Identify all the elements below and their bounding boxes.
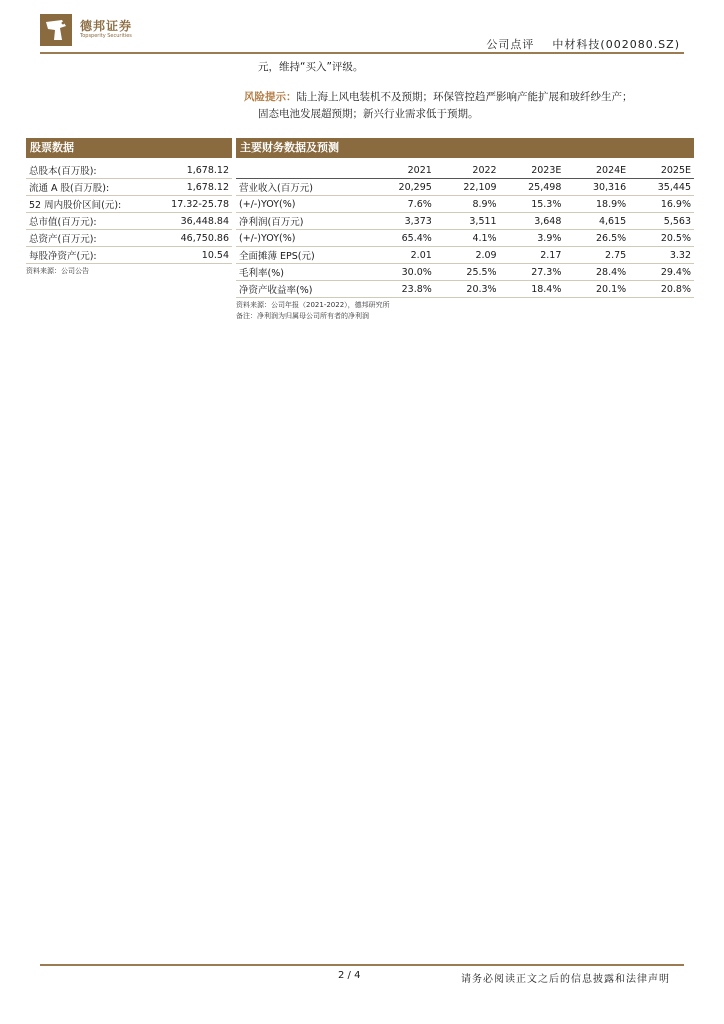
fin-cell: 27.3%: [500, 264, 565, 281]
fin-cell: 3.32: [629, 247, 694, 264]
stock-row-label: 总市值(百万元):: [26, 213, 151, 230]
fin-cell: 20.8%: [629, 281, 694, 298]
risk-line-2: 固态电池发展超预期；新兴行业需求低于预期。: [258, 108, 479, 120]
brand-name-cn: 德邦证券: [80, 19, 133, 33]
stock-panel-title: 股票数据: [26, 138, 232, 158]
fin-cell: 22,109: [435, 179, 500, 196]
stock-row: [26, 213, 232, 230]
fin-cell: 8.9%: [435, 196, 500, 213]
fin-row-label: 净资产收益率(%): [236, 281, 370, 298]
stock-row-label: 每股净资产(元):: [26, 247, 151, 264]
fin-row-label: 营业收入(百万元): [236, 179, 370, 196]
fin-row-label: (+/-)YOY(%): [236, 230, 370, 247]
stock-row-value: 10.54: [151, 247, 232, 264]
fin-cell: 25.5%: [435, 264, 500, 281]
fin-cell: 7.6%: [370, 196, 435, 213]
fin-cell: 23.8%: [370, 281, 435, 298]
fin-cell: 18.4%: [500, 281, 565, 298]
risk-text-1: 陆上海上风电装机不及预期；环保管控趋严影响产能扩展和玻纤纱生产；: [296, 91, 633, 103]
fin-column-header: [236, 162, 370, 179]
fin-row: [236, 230, 694, 247]
financial-panel: [236, 138, 694, 322]
doc-type: 公司点评: [486, 38, 535, 51]
fin-cell: 30,316: [564, 179, 629, 196]
ticker: (002080.SZ): [600, 38, 680, 51]
fin-cell: 3,648: [500, 213, 565, 230]
fin-panel-title: 主要财务数据及预测: [236, 138, 694, 158]
fin-cell: 15.3%: [500, 196, 565, 213]
fin-header-row: [236, 162, 694, 179]
header-divider: [40, 52, 684, 54]
risk-label: 风险提示：: [244, 91, 297, 103]
stock-row-value: 1,678.12: [151, 179, 232, 196]
fin-cell: 16.9%: [629, 196, 694, 213]
fin-cell: 5,563: [629, 213, 694, 230]
fin-cell: 2.01: [370, 247, 435, 264]
stock-source: 资料来源：公司公告: [26, 267, 89, 275]
fin-row: [236, 264, 694, 281]
fin-cell: 26.5%: [564, 230, 629, 247]
fin-cell: 20.5%: [629, 230, 694, 247]
fin-cell: 20,295: [370, 179, 435, 196]
fin-row: [236, 213, 694, 230]
stock-row-label: 总股本(百万股):: [26, 162, 151, 179]
fin-column-header: 2021: [370, 162, 435, 179]
footer-divider: [40, 964, 684, 966]
stock-row: [26, 162, 232, 179]
stock-row: [26, 247, 232, 264]
fin-cell: 3,511: [435, 213, 500, 230]
fin-cell: 29.4%: [629, 264, 694, 281]
stock-data-panel: [26, 138, 232, 277]
company-name: 中材科技: [552, 38, 601, 51]
fin-column-header: 2024E: [564, 162, 629, 179]
stock-row-label: 总资产(百万元):: [26, 230, 151, 247]
stock-row-value: 46,750.86: [151, 230, 232, 247]
fin-cell: 4.1%: [435, 230, 500, 247]
fin-row-label: (+/-)YOY(%): [236, 196, 370, 213]
stock-row-label: 流通 A 股(百万股):: [26, 179, 151, 196]
fin-column-header: 2023E: [500, 162, 565, 179]
fin-cell: 35,445: [629, 179, 694, 196]
fin-row: [236, 247, 694, 264]
brand-logo: [40, 14, 150, 48]
fin-cell: 28.4%: [564, 264, 629, 281]
fin-row-label: 净利润(百万元): [236, 213, 370, 230]
fin-remark: 备注：净利润为归属母公司所有者的净利润: [236, 312, 369, 320]
stock-row-value: 17.32-25.78: [151, 196, 232, 213]
brand-mark-icon: [40, 14, 72, 46]
stock-row-value: 1,678.12: [151, 162, 232, 179]
report-header: [486, 36, 680, 52]
fin-cell: 3,373: [370, 213, 435, 230]
fin-cell: 25,498: [500, 179, 565, 196]
fin-cell: 20.1%: [564, 281, 629, 298]
stock-row-label: 52 周内股价区间(元):: [26, 196, 151, 213]
fin-row: [236, 281, 694, 298]
financial-table: [236, 162, 694, 298]
fin-cell: 30.0%: [370, 264, 435, 281]
rating-line: 元，维持“买入”评级。: [258, 61, 364, 73]
fin-source: 资料来源：公司年报（2021-2022），德邦研究所: [236, 301, 390, 309]
fin-cell: 2.09: [435, 247, 500, 264]
fin-cell: 18.9%: [564, 196, 629, 213]
footer-disclaimer: 请务必阅读正文之后的信息披露和法律声明: [461, 974, 670, 985]
brand-name-en: Topsperity Securities: [80, 33, 132, 39]
fin-row-label: 毛利率(%): [236, 264, 370, 281]
fin-cell: 3.9%: [500, 230, 565, 247]
stock-row: [26, 196, 232, 213]
fin-column-header: 2025E: [629, 162, 694, 179]
stock-row: [26, 179, 232, 196]
fin-cell: 20.3%: [435, 281, 500, 298]
fin-cell: 2.17: [500, 247, 565, 264]
fin-cell: 2.75: [564, 247, 629, 264]
fin-row-label: 全面摊薄 EPS(元): [236, 247, 370, 264]
page-number: 2 / 4: [338, 970, 361, 981]
fin-cell: 4,615: [564, 213, 629, 230]
fin-row: [236, 196, 694, 213]
stock-row-value: 36,448.84: [151, 213, 232, 230]
fin-column-header: 2022: [435, 162, 500, 179]
stock-data-table: [26, 162, 232, 264]
fin-row: [236, 179, 694, 196]
stock-row: [26, 230, 232, 247]
fin-cell: 65.4%: [370, 230, 435, 247]
